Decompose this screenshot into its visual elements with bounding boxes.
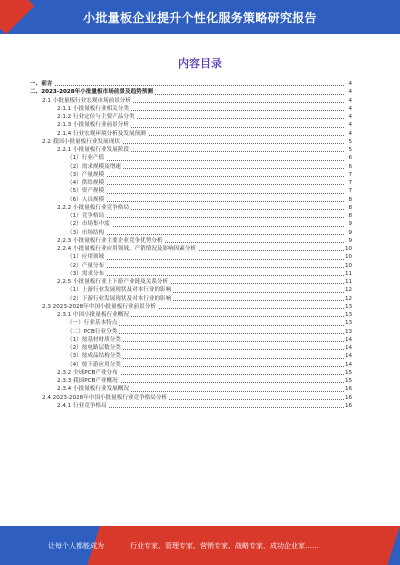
toc-entry-page: 16 (345, 402, 352, 409)
toc-entry[interactable] (30, 196, 352, 204)
toc-entry-label: 2.2.5 小批量板行业上下游产业链及关系分析 (57, 279, 169, 285)
toc-entry[interactable] (30, 237, 352, 245)
toc-entry-label: 2.3.2 全球PCB产业分布 (57, 369, 118, 376)
toc-heading: 内容目录 (178, 57, 222, 70)
toc-entry[interactable] (30, 220, 352, 228)
toc-entry[interactable] (30, 212, 352, 220)
toc-entry-page: 7 (348, 171, 352, 178)
toc-entry-label: （2）市场集中度 (67, 221, 110, 228)
toc-entry-page: 14 (345, 345, 352, 351)
toc-entry-page: 8 (348, 196, 352, 203)
report-header-banner (0, 0, 400, 34)
toc-entry-page: 6 (348, 163, 352, 170)
toc-entry-label: 2.3 2023-2028年中国小批量板行业前景分析 (42, 303, 156, 310)
toc-entry-label: 2.1.1 小批量板行业相关分类 (57, 105, 129, 112)
toc-entry-page: 11 (345, 270, 352, 277)
toc-entry-page: 10 (345, 254, 352, 261)
toc-entry[interactable] (30, 138, 352, 146)
toc-entry-label: （3）需求分布 (67, 270, 105, 277)
toc-leader-dots (67, 176, 344, 177)
toc-entry-page: 5 (348, 147, 352, 153)
toc-entry-page: 4 (348, 97, 352, 104)
toc-entry-page: 6 (348, 155, 352, 162)
toc-entry-label: 2.2 我国小批量板行业发展现状 (42, 138, 120, 145)
toc-entry[interactable] (30, 385, 352, 393)
toc-entry[interactable] (30, 369, 352, 377)
report-title: 小批量板企业提升个性化服务策略研究报告 (83, 11, 317, 25)
toc-entry[interactable] (30, 262, 352, 270)
toc-entry-page: 13 (345, 303, 352, 310)
toc-entry[interactable] (30, 352, 352, 360)
toc-entry-label: 2.1.4 行业宏观环境分析及发展预测 (57, 130, 146, 137)
toc-entry[interactable] (30, 80, 352, 88)
toc-entry-page: 8 (348, 204, 352, 211)
toc-entry-label: （4）按下游应用分类 (67, 361, 121, 368)
toc-entry-label: （6）人员规模 (67, 196, 105, 203)
toc-entry-label: 2.2.4 小批量板行业应用领域、产销情况及影响因素分析 (57, 246, 197, 252)
toc-entry[interactable] (30, 253, 352, 261)
footer-roles: 行业专家、管理专家、营销专家、战略专家、成功企业家…… (130, 542, 319, 550)
toc-entry[interactable] (30, 113, 352, 121)
toc-entry[interactable] (30, 121, 352, 129)
toc-entry-page: 14 (345, 336, 352, 343)
table-of-contents (30, 80, 352, 512)
toc-entry[interactable] (30, 171, 352, 179)
toc-entry-page: 7 (348, 180, 352, 186)
toc-entry-label: 2.3.3 我国PCB产业概况 (57, 378, 118, 384)
toc-entry-label: （5）资产规模 (67, 188, 105, 195)
toc-entry-label: （1）竞争格局 (67, 213, 105, 219)
toc-entry[interactable] (30, 278, 352, 286)
toc-entry-page: 14 (345, 361, 352, 368)
toc-entry-label: 二、2023-2028年小批量板市场前景及趋势预测 (30, 89, 153, 96)
toc-entry-label: （二）PCB行业分类 (67, 328, 118, 335)
toc-entry-label: 2.2.2 小批量板行业竞争格局 (57, 204, 129, 211)
toc-entry-label: 2.3.1 中国小批量板行业概况 (57, 312, 129, 318)
toc-entry[interactable] (30, 286, 352, 294)
toc-entry-page: 4 (348, 122, 352, 129)
toc-entry-page: 15 (345, 369, 352, 376)
toc-entry-label: （3）市场结构 (67, 229, 105, 236)
toc-entry-page: 10 (345, 262, 352, 269)
toc-entry[interactable] (30, 270, 352, 278)
toc-entry-label: （2）产量分布 (67, 262, 105, 269)
toc-entry-page: 9 (348, 221, 352, 228)
toc-entry-label: 2.4.1 行业竞争格局 (57, 402, 107, 409)
toc-entry-label: （2）下游行业发展现状及对本行业的影响 (67, 295, 172, 302)
toc-entry[interactable] (30, 179, 352, 187)
toc-entry-page: 11 (345, 279, 352, 285)
toc-leader-dots (67, 193, 344, 194)
toc-entry-label: （1）应用领域 (67, 254, 105, 261)
toc-entry-label: 2.3.4 小批量板行业发展概况 (57, 386, 129, 393)
toc-entry[interactable] (30, 336, 352, 344)
toc-leader-dots (67, 267, 344, 268)
toc-entry[interactable] (30, 204, 352, 212)
toc-entry-page: 16 (345, 394, 352, 401)
toc-entry[interactable] (30, 394, 352, 402)
toc-entry-label: （2）按电路层数分类 (67, 345, 121, 351)
toc-leader-dots (67, 275, 344, 276)
toc-leader-dots (67, 259, 344, 260)
toc-entry-page: 9 (348, 229, 352, 236)
toc-entry-page: 13 (345, 320, 352, 327)
toc-entry-page: 13 (345, 328, 352, 335)
toc-entry-label: （1）上游行业发展现状及对本行业的影响 (67, 287, 172, 294)
toc-entry[interactable] (30, 311, 352, 319)
toc-entry[interactable] (30, 88, 352, 96)
toc-entry-label: （2）需求规模及增速 (67, 163, 121, 170)
toc-entry-label: （3）产量规模 (67, 171, 105, 178)
toc-entry-label: （3）按成品结构分类 (67, 353, 121, 360)
toc-entry[interactable] (30, 97, 352, 105)
toc-entry-page: 8 (348, 213, 352, 219)
toc-entry-page: 15 (345, 378, 352, 384)
toc-leader-dots (67, 160, 344, 161)
toc-entry[interactable] (30, 319, 352, 327)
toc-entry-page: 10 (345, 246, 352, 252)
toc-leader-dots (67, 217, 344, 218)
toc-entry[interactable] (30, 245, 352, 253)
toc-entry-page: 14 (345, 353, 352, 360)
toc-entry-label: （1）按基材材质分类 (67, 336, 121, 343)
toc-entry-label: 2.1.3 小批量板行业前景分析 (57, 122, 129, 129)
toc-entry-label: （4）供给规模 (67, 180, 105, 186)
toc-entry-page: 9 (348, 237, 352, 244)
toc-entry-page: 4 (348, 130, 352, 137)
toc-entry[interactable] (30, 130, 352, 138)
toc-entry-label: 2.1.2 行业定位与主要产品分类 (57, 114, 135, 120)
toc-entry[interactable] (30, 295, 352, 303)
toc-entry[interactable] (30, 328, 352, 336)
toc-leader-dots (67, 201, 344, 202)
toc-entry-label: 2.1 小批量板行业宏观市场前景分析 (42, 97, 131, 104)
toc-entry-page: 4 (348, 89, 352, 96)
toc-entry-label: 2.2.1 小批量板行业发展阶段 (57, 147, 129, 153)
toc-entry-page: 4 (348, 114, 352, 120)
toc-entry[interactable] (30, 163, 352, 171)
toc-entry[interactable] (30, 229, 352, 237)
toc-entry[interactable] (30, 154, 352, 162)
toc-leader-dots (67, 184, 344, 185)
toc-entry-page: 12 (345, 287, 352, 294)
toc-entry-page: 13 (345, 312, 352, 318)
toc-entry-label: （1）行业产值 (67, 155, 105, 162)
toc-entry[interactable] (30, 146, 352, 154)
toc-entry[interactable] (30, 344, 352, 352)
toc-entry-page: 12 (345, 295, 352, 302)
toc-entry[interactable] (30, 187, 352, 195)
toc-entry-page: 4 (348, 81, 352, 87)
footer-slogan: 让每个人都能成为 (48, 542, 104, 550)
toc-entry-label: 2.4 2023-2028年中国小批量板行业竞争格局分析 (42, 394, 168, 401)
toc-entry-label: 一、前言 (30, 81, 53, 87)
toc-entry-page: 4 (348, 105, 352, 112)
toc-entry-label: （一）行业基本特点 (67, 320, 118, 327)
toc-entry[interactable] (30, 303, 352, 311)
toc-entry[interactable] (30, 377, 352, 385)
toc-entry-page: 5 (348, 138, 352, 145)
toc-entry[interactable] (30, 402, 352, 410)
toc-entry-label: 2.2.3 小批量板行业主要企业竞争优势分析 (57, 237, 163, 244)
toc-entry-page: 7 (348, 188, 352, 195)
toc-entry-page: 16 (345, 386, 352, 393)
footer-banner (0, 526, 400, 565)
toc-entry[interactable] (30, 361, 352, 369)
toc-leader-dots (30, 85, 344, 86)
toc-entry[interactable] (30, 105, 352, 113)
toc-leader-dots (67, 234, 344, 235)
